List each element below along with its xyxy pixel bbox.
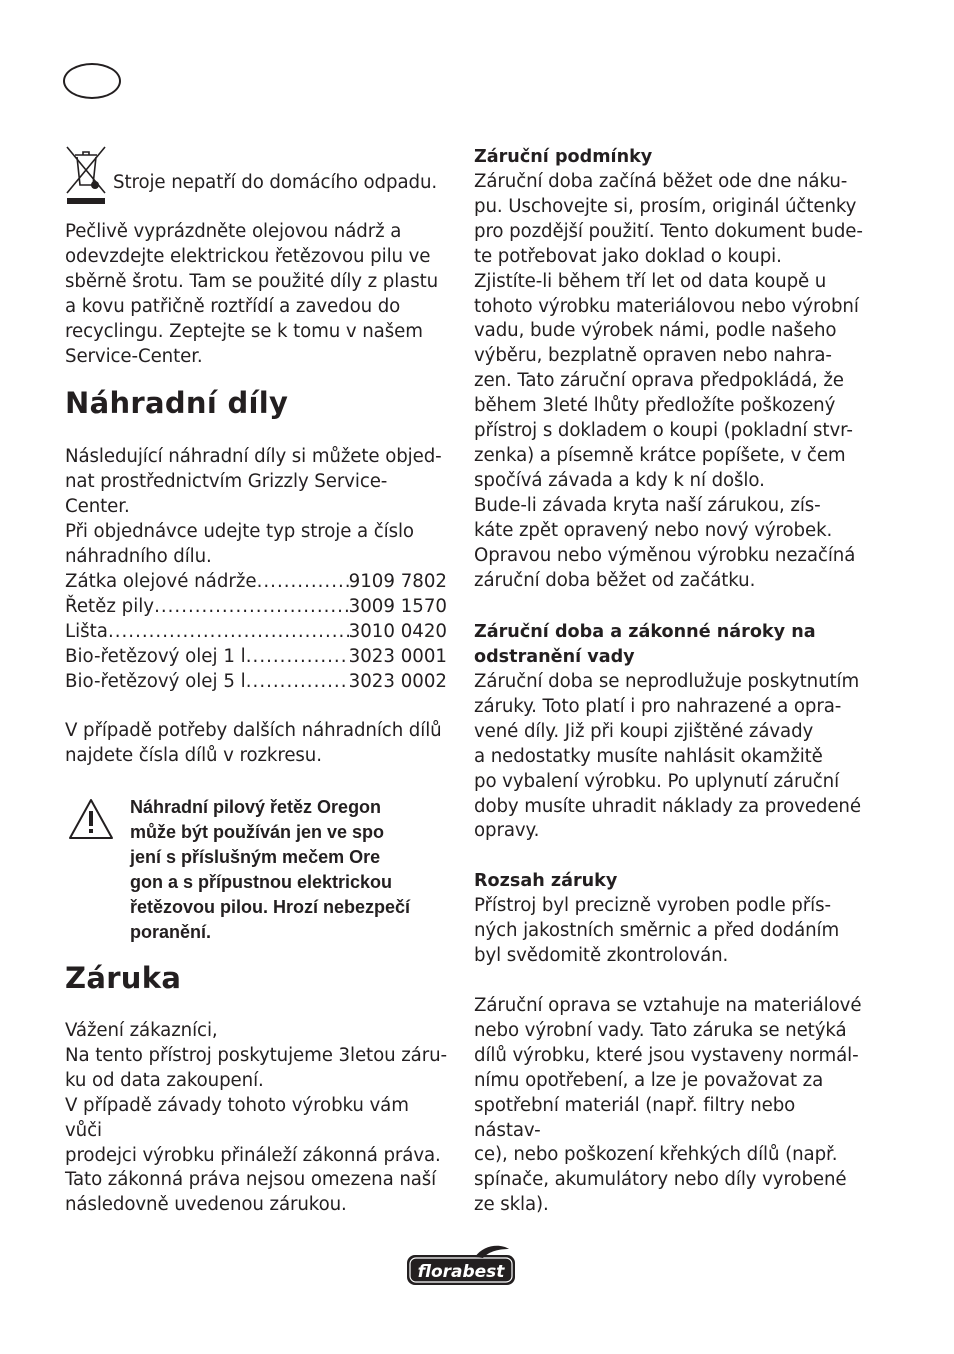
warning-text: Náhradní pilový řetěz Oregon může být používán jen ve spo jení s příslušným mečem Ore gon a s přípustnou elektrickou řetězovou pilou. Hrozí nebezpečí poranění.	[130, 797, 411, 943]
logo-text: florabest	[417, 1262, 505, 1282]
scope-text-2: Záruční oprava se vztahuje na materiálové nebo výrobní vady. Tato záruka se netýká dílů výrobku, které jsou vystaveny normál- nímu opotřebení, a lze je považovat za spotřební materiál (např. filtry nebo nástav- ce), nebo poškození křehkých dílů (např. spínače, akumulátory nebo díly vyrobené ze skla).	[474, 995, 862, 1216]
more-parts-note: V případě potřeby dalších náhradních dílů najdete čísla dílů v rozkresu.	[65, 720, 442, 766]
list-item: Zátka olejové nádrže ..... 9109 7802	[65, 569, 447, 594]
warranty-heading: Záruka	[65, 961, 182, 995]
language-badge	[63, 63, 121, 99]
list-item: Bio-řetězový olej 1 l ..... 3023 0001	[65, 644, 447, 669]
conditions-heading: Záruční podmínky	[474, 147, 653, 167]
list-item: Lišta ..... 3010 0420	[65, 619, 447, 644]
parts-list	[65, 569, 447, 694]
warning-triangle-icon	[67, 797, 115, 841]
disposal-note: Stroje nepatří do domácího odpadu.	[113, 172, 438, 193]
scope-heading: Rozsah záruky	[474, 871, 618, 891]
disposal-paragraph: Pečlivě vyprázdněte olejovou nádrž a odevzdejte elektrickou řetězovou pilu ve sběrně šrotu. Tam se použité díly z plastu a kovu patřičně roztřídí a zavedou do recyclingu. Zeptejte se k tomu v našem Service-Center.	[65, 221, 439, 367]
scope-text-1: Přístroj byl precizně vyroben podle přís- ných jakostních směrnic a před dodáním byl svědomitě zkontrolován.	[474, 895, 840, 966]
period-heading: Záruční doba a zákonné nároky na odstranění vady	[474, 622, 816, 667]
warranty-text: Vážení zákazníci, Na tento přístroj poskytujeme 3letou záru- ku od data zakoupení. V případě závady tohoto výrobku vám vůči prodejci výrobku přináleží zákonná práva. Tato zákonná práva nejsou omezena naší následovně uvedenou zárukou.	[65, 1020, 447, 1216]
spare-parts-intro: Následující náhradní díly si můžete objed- nat prostřednictvím Grizzly Service-Center. Při objednávce udejte typ stroje a číslo náhradního dílu.	[65, 446, 442, 567]
list-item: Řetěz pily ..... 3009 1570	[65, 594, 447, 619]
spare-parts-heading: Náhradní díly	[65, 386, 289, 420]
conditions-text: Záruční doba začíná běžet ode dne náku- pu. Uschovejte si, prosím, originál účtenky pro pozdější použití. Tento dokument bude- te potřebovat jako doklad o koupi. Zjistíte-li během tří let od data koupě u tohoto výrobku materiálovou nebo výrobní vadu, bude výrobek námi, podle našeho výběru, bezplatně opraven nebo nahra- zen. Tato záruční oprava předpokládá, že během 3leté lhůty předložíte poškozený přístroj s dokladem o koupi (pokladní stvr- zenka) a písemně krátce popíšete, v čem spočívá závada a kdy k ní došlo. Bude-li závada kryta naší zárukou, zís- káte zpět opravený nebo nový výrobek. Opravou nebo výměnou výrobku nezačíná záruční doba běžet od začátku.	[474, 171, 863, 591]
period-text: Záruční doba se neprodlužuje poskytnutím záruky. Toto platí i pro nahrazené a opra- vené díly. Již při koupi zjištěné závady a nedostatky musíte nahlásit okamžitě po vybalení výrobku. Po uplynutí záruční doby musíte uhradit náklady za provedené opravy.	[474, 671, 861, 842]
list-item: Bio-řetězový olej 5 l ..... 3023 0002	[65, 669, 447, 694]
florabest-logo	[405, 1245, 519, 1287]
crossed-bin-icon	[65, 145, 107, 205]
